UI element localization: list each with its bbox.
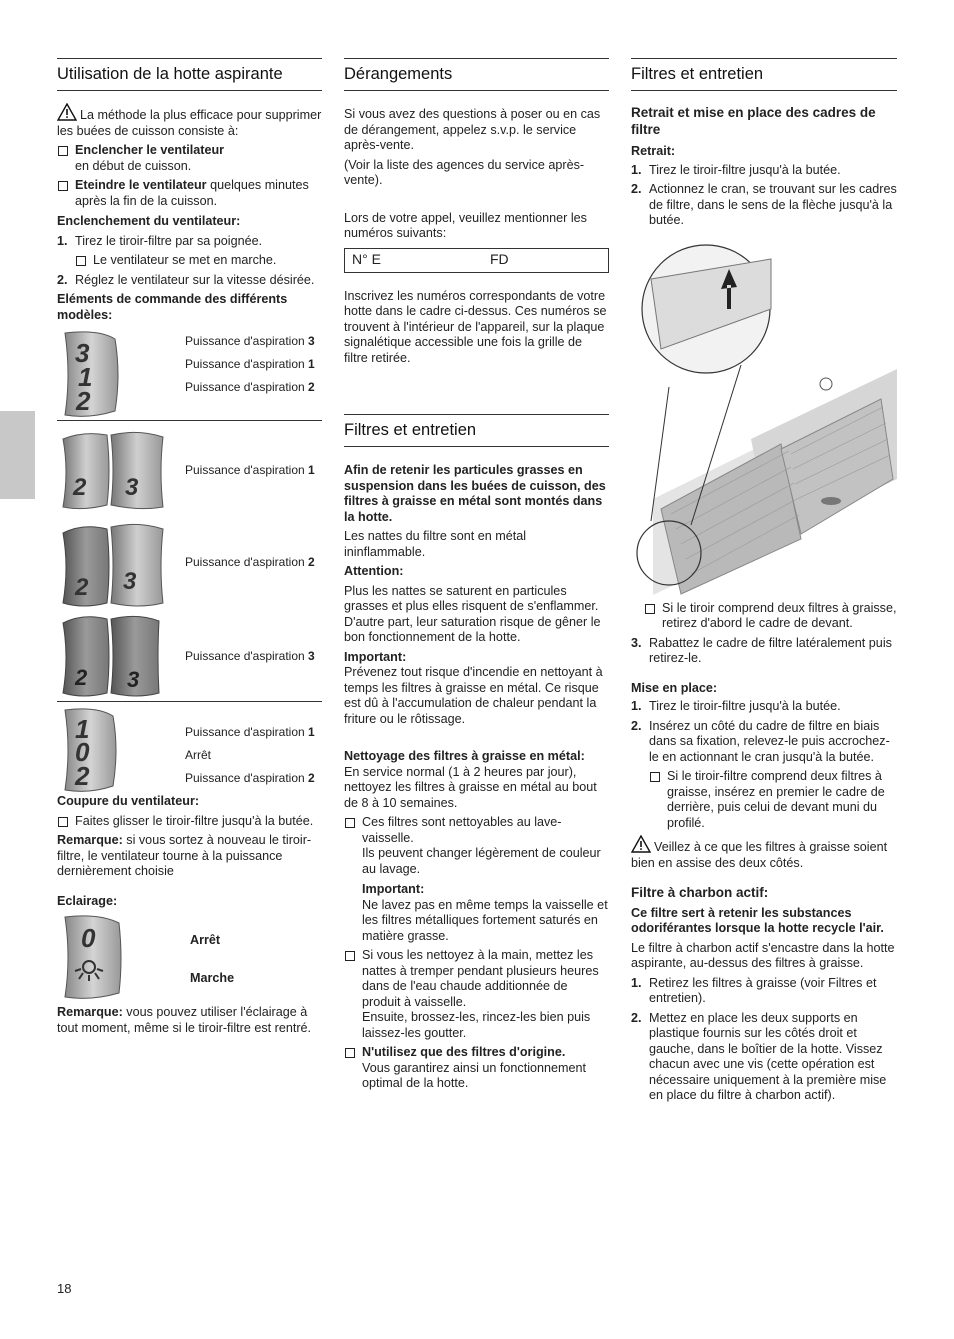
important-label: Important: bbox=[344, 649, 407, 664]
faults-p3: Lors de votre appel, veuillez mentionner les numéros suivants: bbox=[344, 210, 587, 240]
push-buttons-23-pressed-both-icon bbox=[59, 613, 169, 699]
charcoal-intro: Ce filtre sert à retenir les substances odoriférantes lorsque la hotte recycle l'air. bbox=[631, 905, 884, 935]
charcoal-text: Le filtre à charbon actif s'encastre dans la hotte aspirante, au-dessus des filtres à graisse. bbox=[631, 940, 895, 970]
fan-on-heading: Enclenchement du ventilateur: bbox=[57, 214, 241, 228]
code-e-label: N° E bbox=[352, 250, 381, 267]
fan-off-heading: Coupure du ventilateur: bbox=[57, 794, 200, 808]
tip-item: Eteindre le ventilateur quelques minutes après la fin de la cuisson. bbox=[57, 178, 322, 209]
light-switch-icon bbox=[59, 915, 125, 1001]
svg-text:2: 2 bbox=[75, 574, 89, 601]
step-item: 1. Retirez les filtres à graisse (voir Filtres et entretien). bbox=[631, 975, 877, 1005]
removal-steps-cont bbox=[631, 636, 897, 667]
fan-off-step: Faites glisser le tiroir-filtre jusqu'à la butée. bbox=[57, 814, 322, 830]
svg-text:3: 3 bbox=[75, 338, 90, 368]
filters-subheading: Retrait et mise en place des cadres de filtre bbox=[631, 105, 876, 137]
svg-text:2: 2 bbox=[76, 386, 91, 416]
faults-p2: (Voir la liste des agences du service après-vente). bbox=[344, 157, 585, 187]
code-fd-label: FD bbox=[490, 250, 509, 267]
faults-p4: Inscrivez les numéros correspondants de votre hotte dans le cadre ci-dessus. Ces numéros se trouvent à l'intérieur de l'appareil, sur la plaque signalétique accessible une fois la grille de filtre retirée. bbox=[344, 288, 607, 365]
charcoal-heading: Filtre à charbon actif: bbox=[631, 885, 769, 900]
section-title-filters-2: Filtres et entretien bbox=[631, 58, 897, 91]
light-on-label: Marche bbox=[190, 971, 235, 985]
control-models-2-4 bbox=[57, 421, 322, 702]
removal-note: Si le tiroir comprend deux filtres à graisse, retirez d'abord le cadre de devant. bbox=[644, 601, 897, 632]
push-buttons-23-icon bbox=[59, 431, 169, 511]
step-item: 1. Tirez le tiroir-filtre jusqu'à la butée. bbox=[631, 162, 841, 177]
filters-p8: En service normal (1 à 2 heures par jour), nettoyez les filtres à graisse en métal au bout de 8 à 10 semaines. bbox=[344, 764, 597, 810]
section-title-usage: Utilisation de la hotte aspirante bbox=[57, 58, 322, 91]
page-number: 18 bbox=[57, 1281, 72, 1296]
svg-text:2: 2 bbox=[75, 761, 90, 791]
filters-intro: Afin de retenir les particules grasses en suspension dans les buées de cuisson, des filtres à graisse en métal sont montés dans la hotte. bbox=[344, 463, 606, 524]
checkbox-bullet-icon bbox=[650, 772, 660, 782]
control-label: Puissance d'aspiration 1 bbox=[185, 463, 315, 477]
column-usage bbox=[57, 58, 322, 1040]
section-title-filters: Filtres et entretien bbox=[344, 414, 609, 447]
intro-text: La méthode la plus efficace pour supprimer les buées de cuisson consiste à: bbox=[57, 103, 322, 139]
filters-p6: Plus les nattes se saturent en particules grasses et plus elles risquent de s'enflammer. D'autre part, leur saturation risque de gêner le bon fonctionnement de la hotte. bbox=[344, 583, 601, 644]
light-heading: Eclairage: bbox=[57, 893, 118, 908]
checkbox-bullet-icon bbox=[58, 817, 68, 827]
control-model-1 bbox=[57, 327, 322, 421]
control-labels: Puissance d'aspiration 3 Puissance d'aspiration 1 Puissance d'aspiration 2 bbox=[185, 334, 315, 394]
filter-removal-illustration bbox=[631, 239, 897, 595]
controls-heading: Eléments de commande des différents modèles: bbox=[57, 292, 288, 322]
step-item: 2. Actionnez le cran, se trouvant sur les cadres de filtre, dans le sens de la flèche jusqu'à la butée. bbox=[631, 182, 897, 227]
column-filters bbox=[631, 58, 897, 1108]
light-control bbox=[57, 913, 322, 1005]
svg-text:0: 0 bbox=[81, 923, 96, 953]
remark-2: Remarque: vous pouvez utiliser l'éclairage à tout moment, même si le tiroir-filtre est rentré. bbox=[57, 1005, 312, 1035]
removal-heading: Retrait: bbox=[631, 144, 676, 158]
control-label: Puissance d'aspiration 2 bbox=[185, 555, 315, 569]
push-buttons-23-pressed-left-icon bbox=[59, 523, 169, 609]
side-tab bbox=[0, 411, 35, 499]
note-item: Le ventilateur se met en marche. bbox=[75, 253, 322, 269]
clean-heading: Nettoyage des filtres à graisse en métal: bbox=[344, 749, 585, 763]
svg-text:1: 1 bbox=[78, 362, 93, 392]
filters-p5: Les nattes du filtre sont en métal ininflammable. bbox=[344, 529, 527, 559]
clean-item: Si vous les nettoyez à la main, mettez les nattes à tremper pendant plusieurs heures dans de l'eau chaude additionnée de produit à vaisselle. Ensuite, brossez-les, rincez-les bien puis laissez-les goutter. bbox=[344, 948, 609, 1041]
control-labels: Puissance d'aspiration 1 Arrêt Puissance d'aspiration 2 bbox=[185, 725, 315, 785]
svg-text:3: 3 bbox=[125, 474, 139, 501]
clean-item: Ces filtres sont nettoyables au lave-vaisselle. Ils peuvent changer légèrement de couleur au lavage. Important: Ne lavez pas en même temps la vaisselle et les filtres métalliques fortement saturés en matière grasse. bbox=[344, 815, 609, 944]
svg-text:2: 2 bbox=[73, 474, 87, 501]
rocker-switch-312-icon bbox=[59, 331, 121, 417]
charcoal-steps bbox=[631, 976, 897, 1104]
svg-text:2: 2 bbox=[75, 665, 88, 690]
step-item: 2. Insérez un côté du cadre de filtre en biais dans sa fixation, relevez-le puis accrochez-le en actionnant le cran jusqu'à la butée. Si le tiroir-filtre comprend deux filtres à graisse, insérez en premier le cadre de derrière, puis celui de devant muni du profilé. bbox=[631, 719, 897, 832]
remark-1: Remarque: si vous sortez à nouveau le tiroir-filtre, le ventilateur tourne à la puissance dernièrement choisie bbox=[57, 833, 312, 878]
checkbox-bullet-icon bbox=[58, 146, 68, 156]
step-item: 1. Tirez le tiroir-filtre par sa poignée. Le ventilateur se met en marche. bbox=[57, 234, 322, 269]
step-item: 1. Tirez le tiroir-filtre jusqu'à la butée. bbox=[631, 699, 841, 713]
control-label: Puissance d'aspiration 3 bbox=[185, 649, 315, 663]
checkbox-bullet-icon bbox=[76, 256, 86, 266]
install-steps bbox=[631, 699, 897, 831]
checkbox-bullet-icon bbox=[345, 818, 355, 828]
checkbox-bullet-icon bbox=[645, 604, 655, 614]
install-heading: Mise en place: bbox=[631, 680, 718, 695]
attention-label: Attention: bbox=[344, 564, 404, 578]
light-off-label: Arrêt bbox=[190, 933, 221, 947]
tip-item: Enclencher le ventilateur en début de cuisson. bbox=[57, 143, 322, 174]
clean-item: N'utilisez que des filtres d'origine. Vous garantirez ainsi un fonctionnement optimal de la hotte. bbox=[344, 1045, 609, 1092]
checkbox-bullet-icon bbox=[345, 1048, 355, 1058]
install-note: Si le tiroir-filtre comprend deux filtres à graisse, insérez en premier le cadre de derrière, puis celui de devant muni du profilé. bbox=[649, 769, 897, 831]
svg-text:1: 1 bbox=[75, 714, 90, 744]
svg-text:0: 0 bbox=[75, 737, 90, 767]
svg-text:3: 3 bbox=[127, 667, 140, 692]
section-title-faults: Dérangements bbox=[344, 58, 609, 91]
svg-text:3: 3 bbox=[123, 568, 137, 595]
rocker-switch-102-icon bbox=[59, 708, 119, 792]
faults-p1: Si vous avez des questions à poser ou en cas de dérangement, appelez s.v.p. le service après-vente. bbox=[344, 107, 601, 152]
fan-on-steps bbox=[57, 234, 322, 289]
checkbox-bullet-icon bbox=[58, 181, 68, 191]
checkbox-bullet-icon bbox=[345, 951, 355, 961]
step-item: 2. Réglez le ventilateur sur la vitesse désirée. bbox=[57, 272, 315, 287]
seating-warning: Veillez à ce que les filtres à graisse soient bien en assise des deux côtés. bbox=[631, 835, 897, 871]
control-model-5 bbox=[57, 702, 322, 794]
serial-number-box bbox=[344, 248, 609, 273]
warning-icon bbox=[631, 835, 651, 853]
column-faults bbox=[344, 58, 609, 1096]
filters-p7: Prévenez tout risque d'incendie en nettoyant à temps les filtres à graisse en métal. Ce risque est dû à l'accumulation de chaleur pendant la friture ou le rôtissage. bbox=[344, 665, 603, 726]
warning-icon bbox=[57, 103, 77, 121]
step-item: 3. Rabattez le cadre de filtre latéralement puis retirez-le. bbox=[631, 635, 892, 665]
removal-steps bbox=[631, 163, 897, 229]
step-item: 2. Mettez en place les deux supports en plastique fournis sur les côtés droit et gauche, dans le boîtier de la hotte. Vissez chacun avec une vis (cette opération est nécessaire uniquement à la première mise en place du filtre à charbon actif). bbox=[631, 1010, 887, 1102]
